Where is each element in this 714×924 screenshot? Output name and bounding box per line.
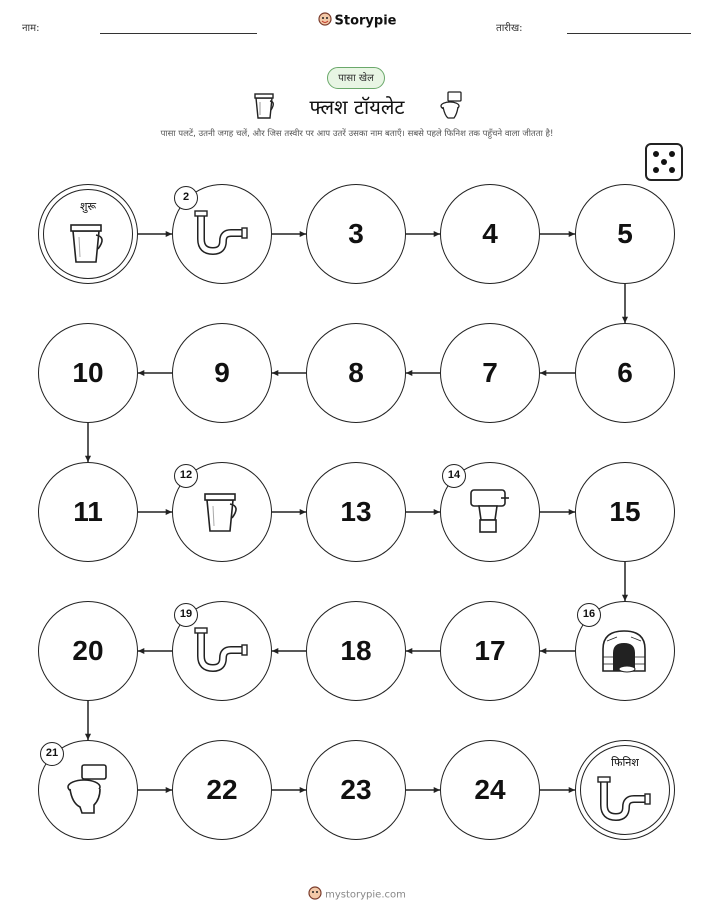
path-arrow [138,509,172,515]
space-number: 5 [617,218,633,249]
path-arrow [406,648,440,654]
path-arrow [138,648,172,654]
trash-bin-icon [199,488,243,538]
path-arrow [540,370,575,376]
path-arrow [540,787,575,793]
space-number: 10 [72,357,104,388]
path-arrow [85,701,91,740]
space-number-badge: 12 [174,464,198,488]
space-number: 13 [340,496,372,527]
board-space[interactable] [575,323,675,423]
path-arrow [540,648,575,654]
start-space[interactable] [38,184,138,284]
space-number: 6 [617,357,633,388]
path-arrow [540,509,575,515]
board-space[interactable] [306,462,406,562]
brand-name: Storypie [334,13,397,29]
drain-pipe-icon [191,626,251,678]
toilet-tank-icon [467,486,511,540]
space-number: 7 [482,357,498,388]
drain-pipe-icon [191,209,251,261]
date-label: तारीख: [496,23,523,34]
board-space[interactable] [306,184,406,284]
path-arrow [622,562,628,601]
space-number: 18 [340,635,372,666]
space-number-badge: 16 [577,603,601,627]
board-space[interactable] [440,601,540,701]
path-arrow [406,370,440,376]
path-arrow [138,231,172,237]
space-number-badge: 14 [442,464,466,488]
path-arrow [540,231,575,237]
path-arrow [406,787,440,793]
drain-pipe-icon [594,775,654,827]
board-space[interactable] [38,462,138,562]
path-arrow [272,509,306,515]
space-number: 4 [482,218,498,249]
board-space[interactable] [306,601,406,701]
path-arrow [622,284,628,323]
space-caption: फिनिश [611,756,639,769]
path-arrow [272,370,306,376]
trash-bin-icon [65,219,109,269]
space-number: 23 [340,774,372,805]
path-arrow [406,509,440,515]
path-arrow [272,231,306,237]
storypie-logo-icon [308,886,322,903]
sewer-tunnel-icon [599,627,649,677]
board-space[interactable] [575,184,675,284]
path-arrow [138,787,172,793]
page-title: फ्लश टॉयलेट [309,95,405,119]
space-number: 17 [474,635,506,666]
board-space[interactable] [440,740,540,840]
path-arrow [272,787,306,793]
footer [0,886,714,903]
board-space[interactable] [306,740,406,840]
path-arrow [406,231,440,237]
path-arrow [85,423,91,462]
board-space[interactable] [575,462,675,562]
board-space[interactable] [172,740,272,840]
space-number-badge: 19 [174,603,198,627]
space-number: 22 [206,774,238,805]
board-space[interactable] [440,323,540,423]
board-space[interactable] [172,323,272,423]
space-number: 15 [609,496,641,527]
path-arrow [138,370,172,376]
space-number: 9 [214,357,230,388]
toilet-icon [64,763,110,819]
space-number: 24 [474,774,506,805]
instructions: पासा पलटें, उतनी जगह चलें, और जिस तस्वीर पर आप उतरें उसका नाम बताएँ। सबसे पहले फिनिश तक पहुँचने वाला जीतता है! [160,129,554,139]
space-number: 8 [348,357,364,388]
space-number: 11 [73,496,103,527]
board-space[interactable] [38,323,138,423]
path-arrow [272,648,306,654]
space-caption: शुरू [79,200,97,213]
board-space[interactable] [440,184,540,284]
space-number-badge: 21 [40,742,64,766]
name-label: नाम: [22,23,40,34]
space-number: 20 [72,635,104,666]
game-tag: पासा खेल [327,67,385,89]
finish-space[interactable] [575,740,675,840]
board-space[interactable] [38,601,138,701]
board-space[interactable] [306,323,406,423]
footer-site[interactable]: mystorypie.com [325,889,406,901]
space-number: 3 [348,218,364,249]
space-number-badge: 2 [174,186,198,210]
